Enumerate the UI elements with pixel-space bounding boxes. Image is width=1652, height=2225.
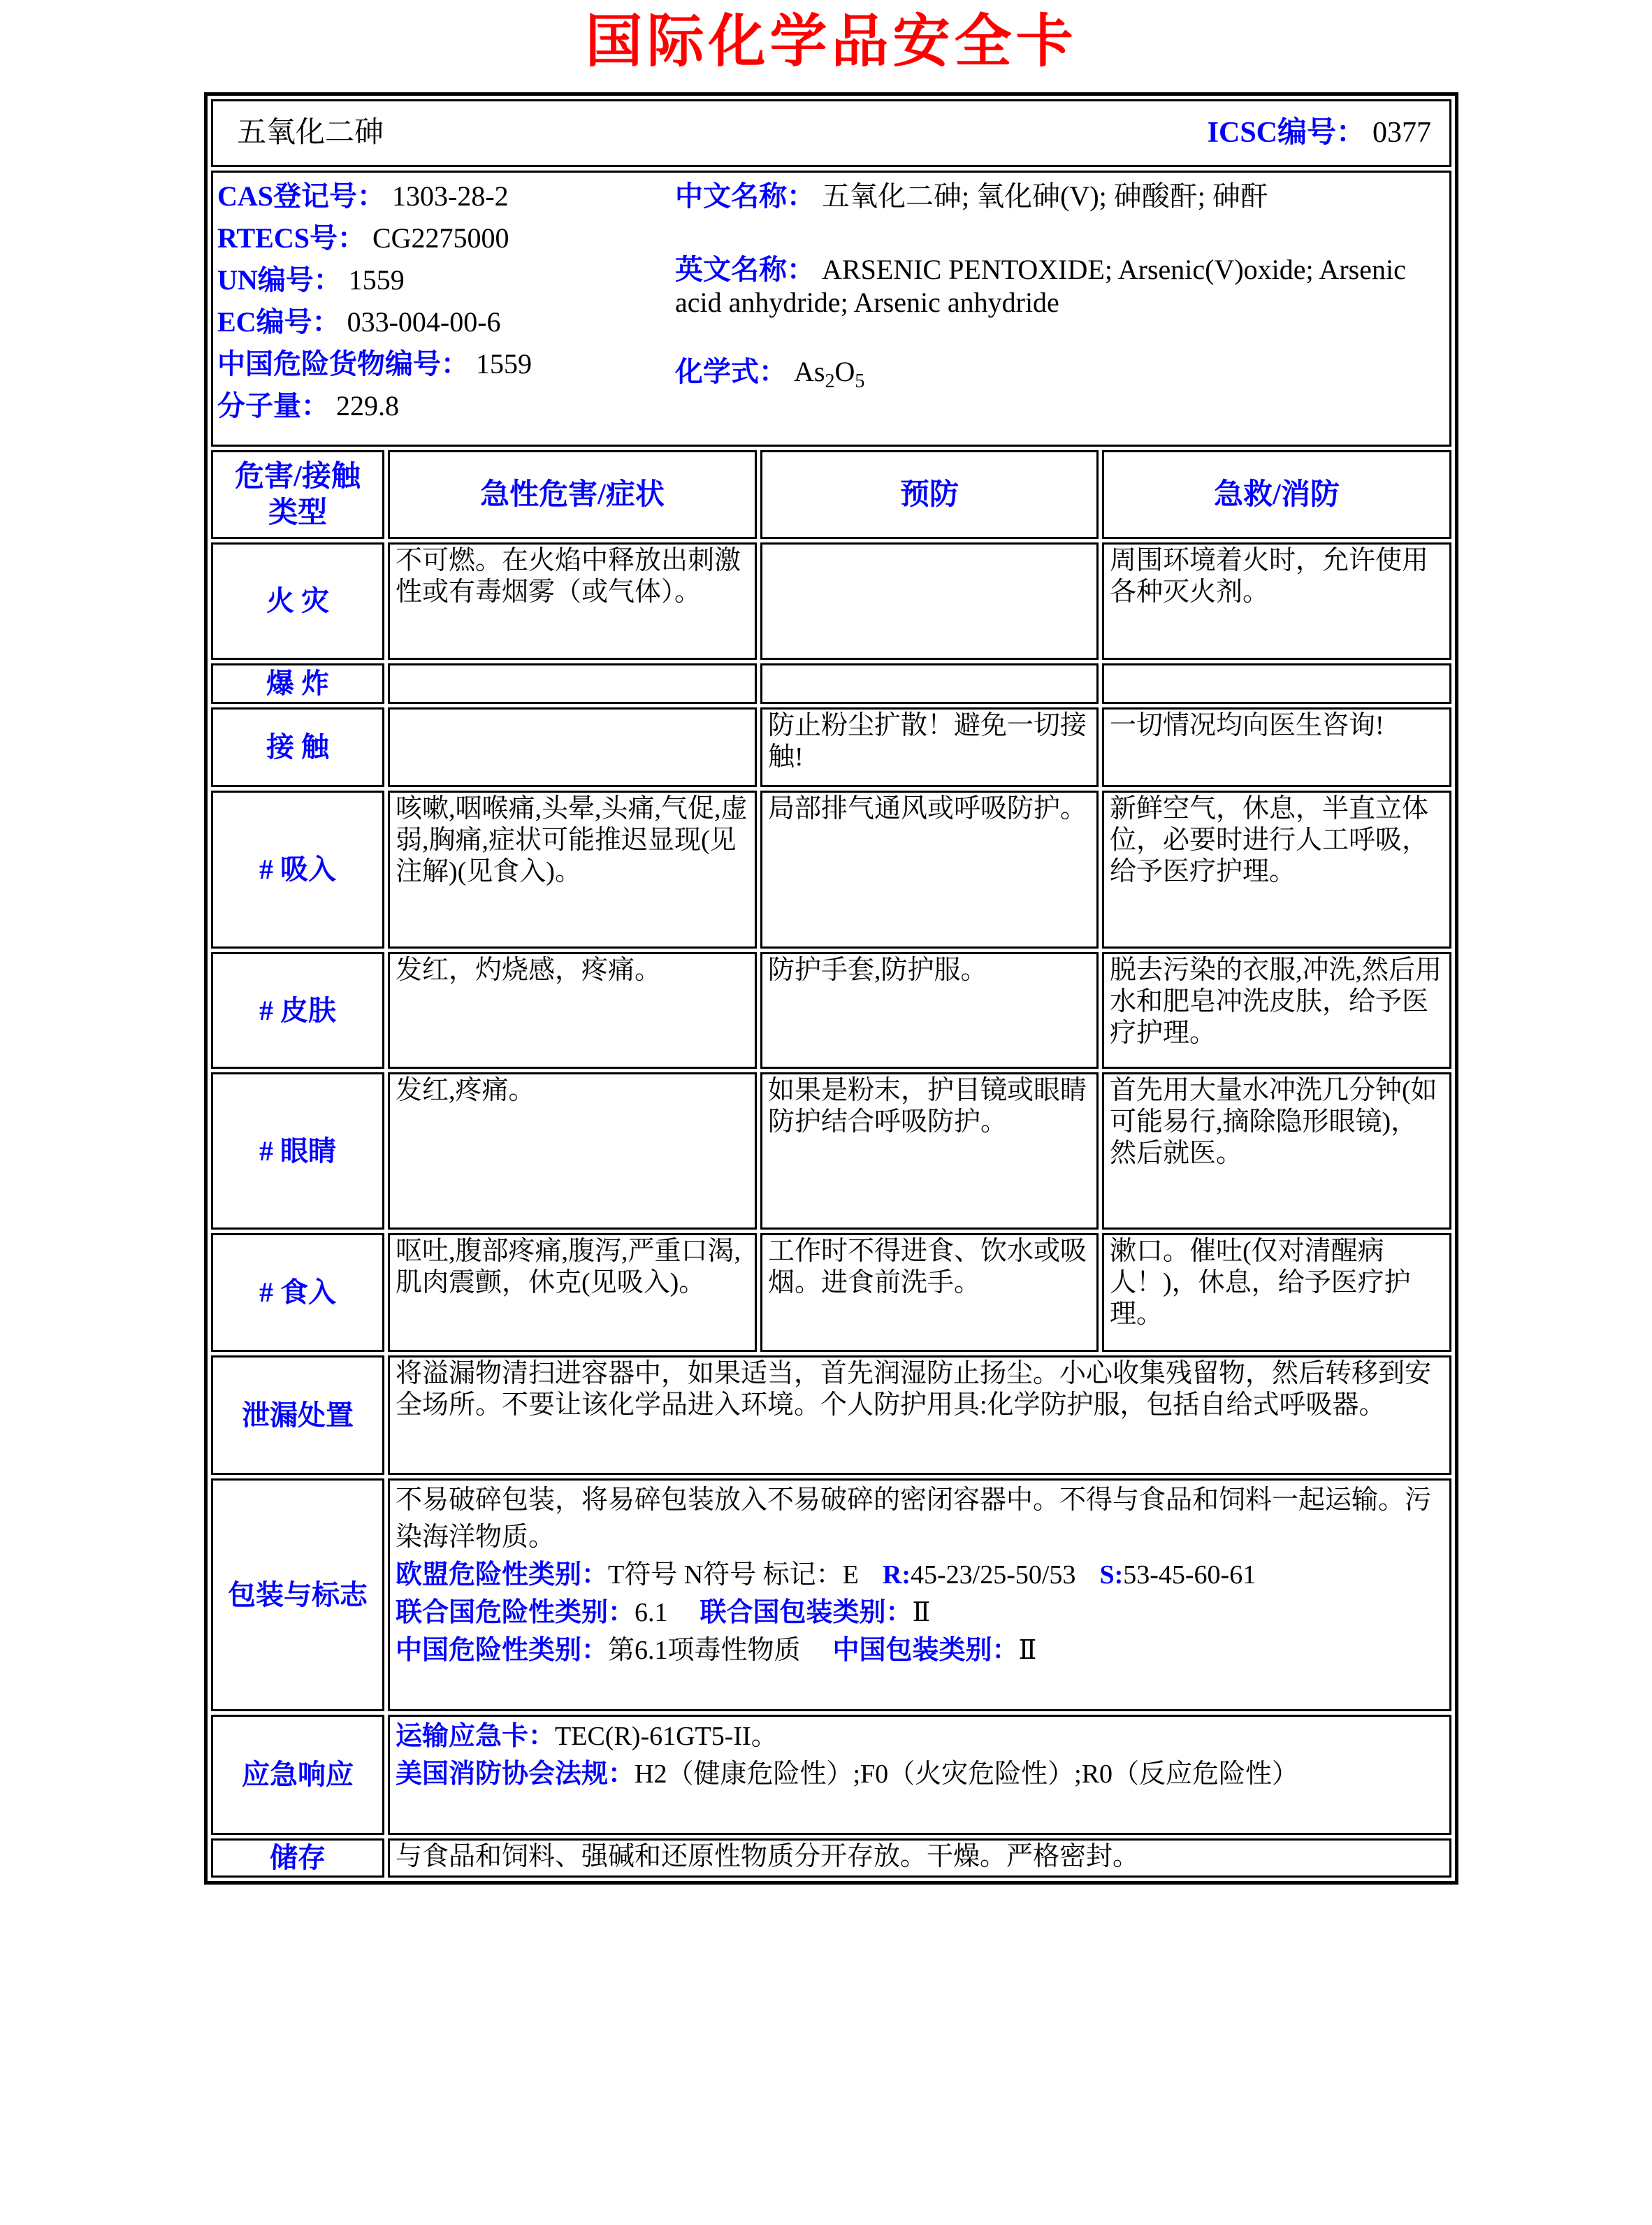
icsc-number: 0377 [1372,117,1432,149]
chemical-formula: 化学式： $As_2O_5$ [675,356,865,392]
row-label-ingestion: # 食入 [211,1233,384,1352]
cell-fire-prevention [760,542,1099,660]
cell-explosion-firstaid [1102,663,1451,704]
chinese-name: 中文名称： 五氧化二砷; 氧化砷(V); 砷酸酐; 砷酐 [675,180,1268,212]
col-header-symptoms: 急性危害/症状 [388,450,757,539]
row-label-packaging: 包装与标志 [211,1478,384,1711]
identifier-row-rtecs: RTECS号： CG2275000 [217,222,509,254]
identifier-row-cn-dg: 中国危险货物编号： 1559 [217,348,532,380]
cell-inhalation-prevention: 局部排气通风或呼吸防护。 [760,791,1099,949]
table-row [211,1478,1451,1711]
icsc-label: ICSC编号： [1207,117,1366,149]
row-label-storage: 储存 [211,1838,384,1878]
cell-explosion-prevention [760,663,1099,704]
row-label-inhalation: # 吸入 [211,791,384,949]
cell-spill-content: 将溢漏物清扫进容器中，如果适当，首先润湿防止扬尘。小心收集残留物，然后转移到安全场所。不要让该化学品进入环境。个人防护用具:化学防护服，包括自给式呼吸器。 [388,1355,1451,1475]
card-header-strip [211,99,1451,167]
table-row [211,1233,1451,1352]
table-row [211,952,1451,1069]
row-label-eyes: # 眼睛 [211,1072,384,1230]
packaging-transport-text: 不易破碎包装，将易碎包装放入不易破碎的密闭容器中。不得与食品和饲料一起运输。污染海洋物质。 [396,1485,1432,1552]
emergency-nfpa: 美国消防协会法规：H2（健康危险性）;F0（火灾危险性）;R0（反应危险性） [396,1759,1299,1789]
table-row [211,542,1451,660]
cell-contact-prevention: 防止粉尘扩散！避免一切接触! [760,707,1099,787]
cell-storage-content: 与食品和饲料、强碱和还原性物质分开存放。干燥。严格密封。 [388,1838,1451,1878]
cell-skin-firstaid: 脱去污染的衣服,冲洗,然后用水和肥皂冲洗皮肤，给予医疗护理。 [1102,952,1451,1069]
cell-packaging-content [388,1478,1451,1711]
cell-contact-symptoms [388,707,757,787]
table-row [211,663,1451,704]
cell-skin-symptoms: 发红，灼烧感，疼痛。 [388,952,757,1069]
cell-fire-symptoms: 不可燃。在火焰中释放出刺激性或有毒烟雾（或气体）。 [388,542,757,660]
cell-ingestion-symptoms: 呕吐,腹部疼痛,腹泻,严重口渴,肌肉震颤，休克(见吸入)。 [388,1233,757,1352]
col-header-prevention: 预防 [760,450,1099,539]
page-title: 国际化学品安全卡 [585,10,1078,73]
table-row [211,791,1451,949]
table-row [211,1715,1451,1835]
names-block [675,180,1445,431]
row-label-emergency: 应急响应 [211,1715,384,1835]
cell-contact-firstaid: 一切情况均向医生咨询! [1102,707,1451,787]
col-header-firstaid: 急救/消防 [1102,450,1451,539]
safety-card-table [204,92,1458,1885]
cell-skin-prevention: 防护手套,防护服。 [760,952,1099,1069]
table-row [211,1072,1451,1230]
cell-ingestion-firstaid: 漱口。催吐(仅对清醒病人！)，休息，给予医疗护理。 [1102,1233,1451,1352]
row-label-contact: 接 触 [211,707,384,787]
packaging-cn-class: 中国危险性类别：第6.1项毒性物质 中国包装类别：Ⅱ [396,1636,1037,1665]
cell-emergency-content [388,1715,1451,1835]
cell-inhalation-firstaid: 新鲜空气，休息，半直立体位，必要时进行人工呼吸，给予医疗护理。 [1102,791,1451,949]
cell-eyes-prevention: 如果是粉末，护目镜或眼睛防护结合呼吸防护。 [760,1072,1099,1230]
identifier-row-molweight: 分子量： 229.8 [217,390,399,422]
row-label-fire: 火 灾 [211,542,384,660]
substance-name: 五氧化二砷 [237,117,384,149]
col-header-hazard-type: 危害/接触 类型 [211,450,384,539]
row-label-skin: # 皮肤 [211,952,384,1069]
row-label-spill: 泄漏处置 [211,1355,384,1475]
cell-explosion-symptoms [388,663,757,704]
emergency-terc: 运输应急卡：TEC(R)-61GT5-II。 [396,1722,778,1751]
row-label-explosion: 爆 炸 [211,663,384,704]
table-row [211,1838,1451,1878]
identifier-row-cas: CAS登记号： 1303-28-2 [217,180,509,212]
cell-eyes-firstaid: 首先用大量水冲洗几分钟(如可能易行,摘除隐形眼镜)，然后就医。 [1102,1072,1451,1230]
english-name: 英文名称： ARSENIC PENTOXIDE; Arsenic(V)oxide; Arsenic acid anhydride; Arsenic anhydride [675,254,1406,318]
cell-inhalation-symptoms: 咳嗽,咽喉痛,头晕,头痛,气促,虚弱,胸痛,症状可能推迟显现(见注解)(见食入)。 [388,791,757,949]
icsc-number-field [1208,117,1431,149]
cell-ingestion-prevention: 工作时不得进食、饮水或吸烟。进食前洗手。 [760,1233,1099,1352]
identifier-row-un: UN编号： 1559 [217,264,405,296]
packaging-eu-class: 欧盟危险性类别：T符号 N符号 标记：E R:45-23/25-50/53 S:53-45-60-61 [396,1560,1256,1590]
table-row [211,707,1451,787]
cell-fire-firstaid: 周围环境着火时，允许使用各种灭火剂。 [1102,542,1451,660]
identifier-row-ec: EC编号： 033-004-00-6 [217,306,501,338]
table-row [211,1355,1451,1475]
packaging-un-class: 联合国危险性类别：6.1 联合国包装类别：Ⅱ [396,1598,931,1627]
identification-section [211,171,1451,447]
identifier-list [217,180,675,431]
cell-eyes-symptoms: 发红,疼痛。 [388,1072,757,1230]
